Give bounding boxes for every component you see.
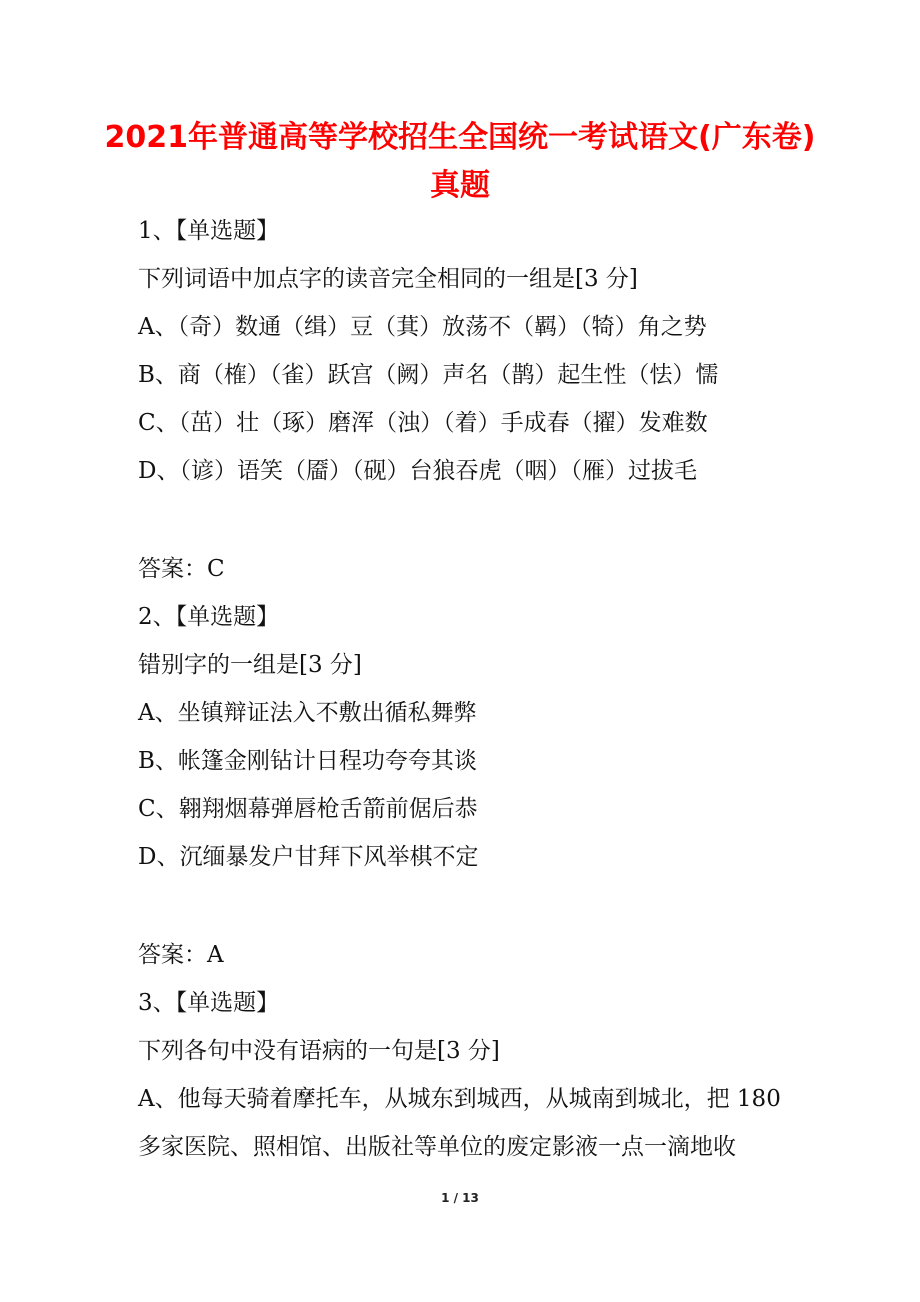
document-title-line-1: 2021年普通高等学校招生全国统一考试语文(广东卷) [104,120,816,155]
question-2-header: 2、【单选题】 [138,604,280,630]
question-3-stem: 下列各句中没有语病的一句是[3 分] [138,1038,500,1064]
question-2-stem: 错别字的一组是[3 分] [138,652,362,678]
question-2-answer: 答案：A [138,942,224,968]
page-indicator: 1 / 13 [441,1191,479,1205]
question-1-option-a: A、（奇）数通（缉）豆（萁）放荡不（羁）（犄）角之势 [138,314,707,340]
question-1-answer: 答案：C [138,556,225,582]
question-1-header: 1、【单选题】 [138,218,280,244]
question-2-option-d: D、沉缅暴发户甘拜下风举棋不定 [138,844,479,870]
question-3-header: 3、【单选题】 [138,990,280,1016]
question-1-option-d: D、（谚）语笑（靥）（砚）台狼吞虎（咽）（雁）过拔毛 [138,458,697,484]
question-1-option-c: C、（茁）壮（琢）磨浑（浊）（着）手成春（擢）发难数 [138,410,708,436]
question-2-option-c: C、翱翔烟幕弹唇枪舌箭前倨后恭 [138,796,478,822]
question-3-option-a-line-1: A、他每天骑着摩托车，从城东到城西，从城南到城北，把 180 [138,1086,781,1112]
question-1-option-b: B、商（榷）（雀）跃宫（阙）声名（鹊）起生性（怯）懦 [138,362,719,388]
document-title-line-2: 真题 [430,168,490,203]
question-3-option-a-line-2: 多家医院、照相馆、出版社等单位的废定影液一点一滴地收 [138,1134,736,1160]
question-2-option-a: A、坐镇辩证法入不敷出循私舞弊 [138,700,477,726]
question-1-stem: 下列词语中加点字的读音完全相同的一组是[3 分] [138,266,638,292]
question-2-option-b: B、帐篷金刚钻计日程功夸夸其谈 [138,748,477,774]
